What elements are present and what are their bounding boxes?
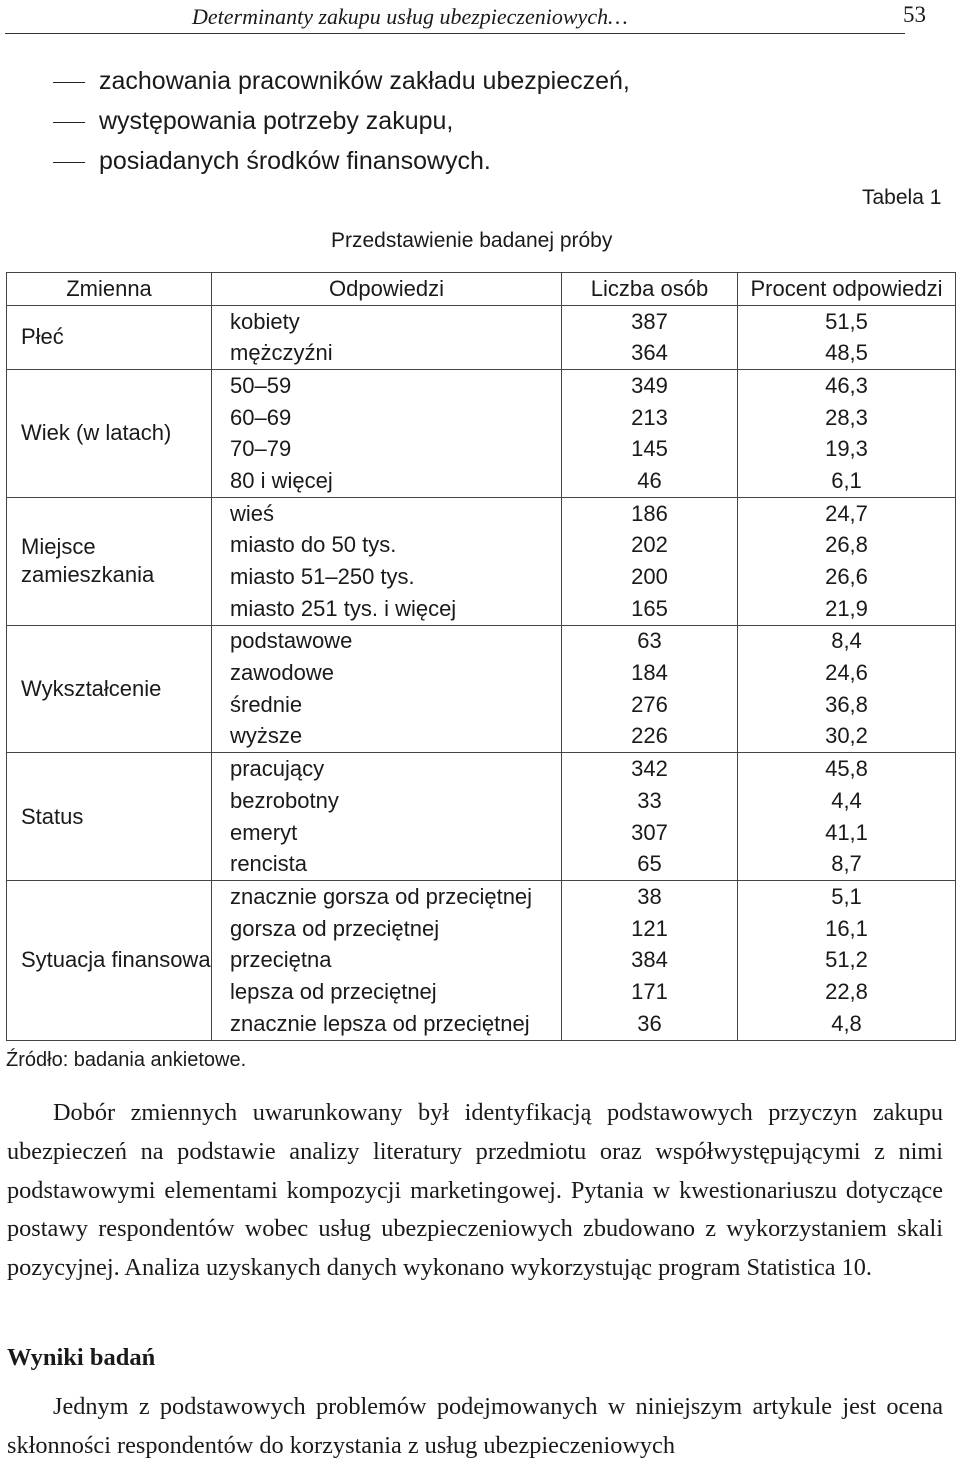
count-cell: 384	[562, 944, 738, 976]
list-item-text: zachowania pracowników zakładu ubezpieczeń,	[99, 67, 630, 95]
count-cell: 186	[562, 497, 738, 529]
percent-cell: 4,8	[738, 1008, 956, 1040]
paragraph-text: Dobór zmiennych uwarunkowany był identyfikacją podstawowych przyczyn zakupu ubezpieczeń na podstawie analizy literatury przedmiotu oraz współwystępującymi z nimi podstawowymi elementami kompozycji marketingowej. Pytania w kwestionariuszu dotyczące postawy respondentów wobec usług ubezpieczeniowych zbudowano z wykorzystaniem skali pozycyjnej. Analiza uzyskanych danych wykonano wykorzystując program Statistica 10.	[7, 1099, 943, 1282]
count-cell: 38	[562, 881, 738, 913]
answer-cell: znacznie lepsza od przeciętnej	[212, 1008, 562, 1040]
answer-cell: miasto do 50 tys.	[212, 530, 562, 562]
variable-cell: Miejsce zamieszkania	[7, 497, 212, 625]
count-cell: 387	[562, 305, 738, 337]
answer-cell: 50–59	[212, 370, 562, 402]
table-row	[7, 370, 956, 402]
percent-cell: 24,7	[738, 497, 956, 529]
percent-cell: 6,1	[738, 465, 956, 497]
table-row	[7, 625, 956, 657]
count-cell: 121	[562, 913, 738, 945]
variable-cell: Płeć	[7, 305, 212, 369]
dash-bullet-icon	[53, 162, 85, 163]
percent-cell: 26,8	[738, 530, 956, 562]
count-cell: 63	[562, 625, 738, 657]
variable-cell: Sytuacja finansowa	[7, 881, 212, 1040]
count-cell: 200	[562, 561, 738, 593]
answer-cell: 70–79	[212, 433, 562, 465]
dash-bullet-icon	[53, 82, 85, 83]
column-header: Liczba osób	[562, 273, 738, 306]
paragraph-text: Jednym z podstawowych problemów podejmowanych w niniejszym artykule jest ocena skłonności respondentów do korzystania z usług ubezpieczeniowych	[7, 1393, 943, 1459]
answer-cell: emeryt	[212, 817, 562, 849]
percent-cell: 19,3	[738, 433, 956, 465]
column-header: Zmienna	[7, 273, 212, 306]
count-cell: 65	[562, 848, 738, 880]
body-paragraph	[7, 1388, 943, 1466]
count-cell: 145	[562, 433, 738, 465]
answer-cell: znacznie gorsza od przeciętnej	[212, 881, 562, 913]
count-cell: 165	[562, 593, 738, 625]
answer-cell: lepsza od przeciętnej	[212, 976, 562, 1008]
count-cell: 36	[562, 1008, 738, 1040]
count-cell: 213	[562, 402, 738, 434]
answer-cell: przeciętna	[212, 944, 562, 976]
table-label: Tabela 1	[862, 186, 942, 209]
count-cell: 307	[562, 817, 738, 849]
list-item	[0, 142, 960, 182]
percent-cell: 51,2	[738, 944, 956, 976]
bullet-list	[0, 62, 960, 182]
percent-cell: 48,5	[738, 337, 956, 369]
answer-cell: kobiety	[212, 305, 562, 337]
percent-cell: 26,6	[738, 561, 956, 593]
answer-cell: miasto 251 tys. i więcej	[212, 593, 562, 625]
variable-cell: Wykształcenie	[7, 625, 212, 753]
count-cell: 202	[562, 530, 738, 562]
answer-cell: miasto 51–250 tys.	[212, 561, 562, 593]
count-cell: 171	[562, 976, 738, 1008]
percent-cell: 16,1	[738, 913, 956, 945]
answer-cell: pracujący	[212, 753, 562, 785]
answer-cell: bezrobotny	[212, 785, 562, 817]
percent-cell: 51,5	[738, 305, 956, 337]
section-heading: Wyniki badań	[7, 1344, 156, 1371]
page-number: 53	[903, 2, 926, 27]
variable-cell: Status	[7, 753, 212, 881]
answer-cell: wieś	[212, 497, 562, 529]
running-header-title: Determinanty zakupu usług ubezpieczeniowych…	[192, 4, 628, 29]
percent-cell: 8,4	[738, 625, 956, 657]
percent-cell: 36,8	[738, 689, 956, 721]
percent-cell: 45,8	[738, 753, 956, 785]
percent-cell: 5,1	[738, 881, 956, 913]
table-body	[7, 305, 956, 1040]
answer-cell: gorsza od przeciętnej	[212, 913, 562, 945]
table-caption: Przedstawienie badanej próby	[331, 229, 613, 252]
percent-cell: 28,3	[738, 402, 956, 434]
count-cell: 46	[562, 465, 738, 497]
percent-cell: 8,7	[738, 848, 956, 880]
count-cell: 184	[562, 657, 738, 689]
column-header: Odpowiedzi	[212, 273, 562, 306]
percent-cell: 24,6	[738, 657, 956, 689]
dash-bullet-icon	[53, 122, 85, 123]
count-cell: 364	[562, 337, 738, 369]
variable-cell: Wiek (w latach)	[7, 370, 212, 498]
answer-cell: wyższe	[212, 721, 562, 753]
table-row	[7, 753, 956, 785]
percent-cell: 30,2	[738, 721, 956, 753]
count-cell: 33	[562, 785, 738, 817]
percent-cell: 22,8	[738, 976, 956, 1008]
answer-cell: zawodowe	[212, 657, 562, 689]
table-row	[7, 881, 956, 913]
answer-cell: 60–69	[212, 402, 562, 434]
list-item-text: występowania potrzeby zakupu,	[99, 107, 454, 135]
percent-cell: 21,9	[738, 593, 956, 625]
count-cell: 276	[562, 689, 738, 721]
table-header-row	[7, 273, 956, 306]
sample-table	[6, 272, 956, 1041]
answer-cell: podstawowe	[212, 625, 562, 657]
column-header: Procent odpowiedzi	[738, 273, 956, 306]
percent-cell: 41,1	[738, 817, 956, 849]
answer-cell: rencista	[212, 848, 562, 880]
percent-cell: 46,3	[738, 370, 956, 402]
header-divider	[5, 33, 905, 34]
answer-cell: mężczyźni	[212, 337, 562, 369]
percent-cell: 4,4	[738, 785, 956, 817]
list-item-text: posiadanych środków finansowych.	[99, 147, 491, 175]
body-paragraph	[7, 1094, 943, 1288]
table-row	[7, 497, 956, 529]
answer-cell: średnie	[212, 689, 562, 721]
count-cell: 342	[562, 753, 738, 785]
count-cell: 226	[562, 721, 738, 753]
table-row	[7, 305, 956, 337]
count-cell: 349	[562, 370, 738, 402]
list-item	[0, 102, 960, 142]
table-source: Źródło: badania ankietowe.	[6, 1049, 247, 1071]
answer-cell: 80 i więcej	[212, 465, 562, 497]
list-item	[0, 62, 960, 102]
